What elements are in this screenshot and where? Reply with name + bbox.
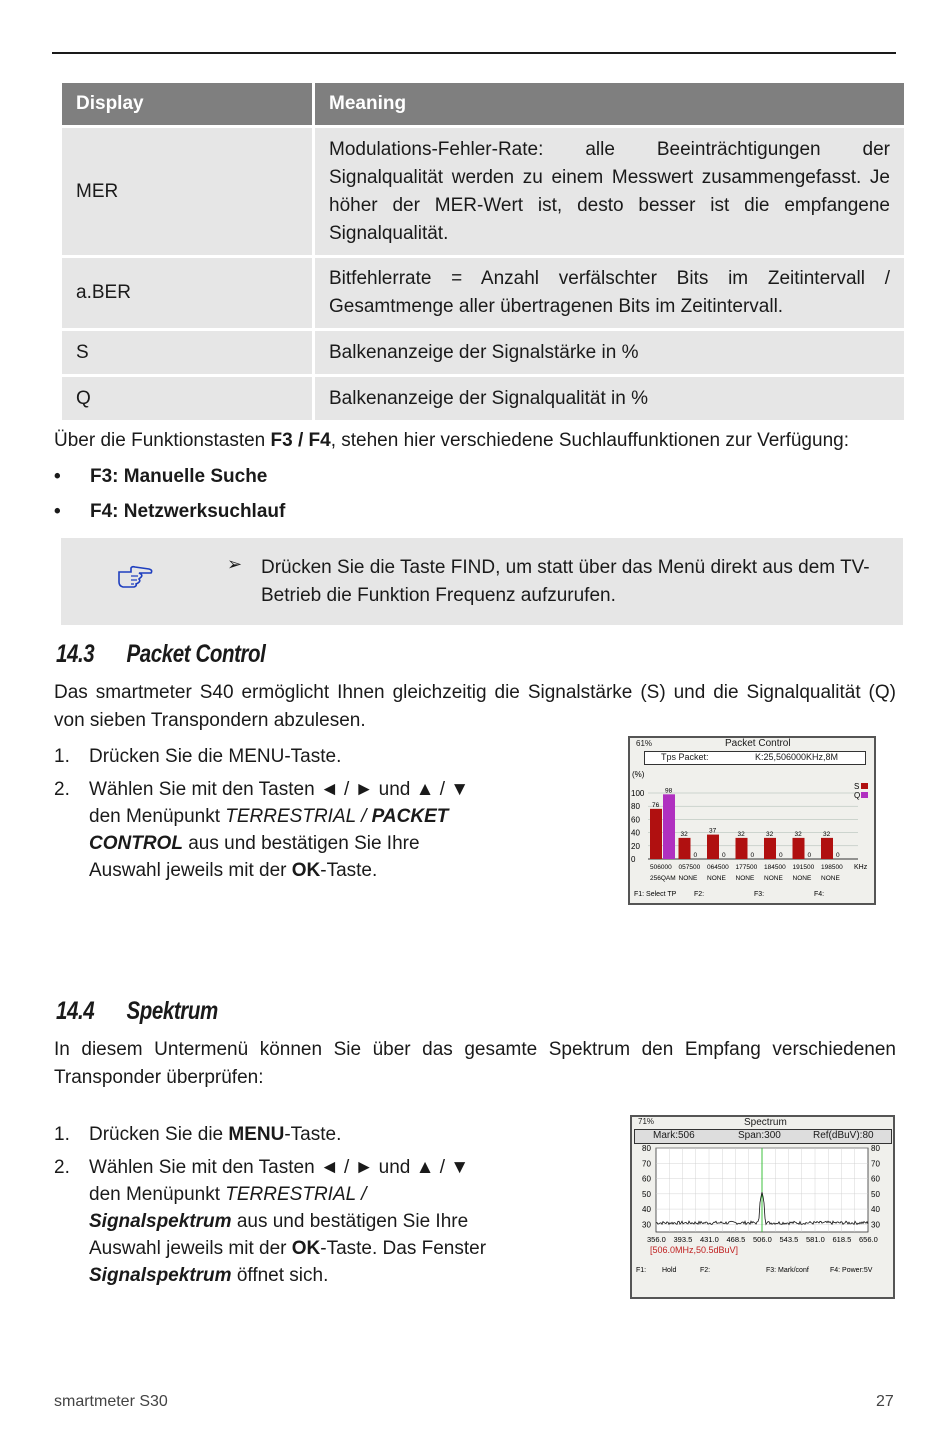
bar-s — [764, 838, 776, 859]
y-tick-label-right: 70 — [871, 1159, 880, 1169]
bar-s — [650, 809, 662, 859]
top-rule — [52, 52, 896, 54]
cell-display: MER — [62, 128, 315, 258]
note-box — [61, 538, 903, 625]
function-key-label: F3: — [754, 891, 765, 898]
span-field: Span:300 — [738, 1130, 781, 1141]
display-meaning-table — [62, 83, 904, 423]
legend-swatch-s — [861, 783, 868, 789]
x-tick-label: 198500 — [821, 864, 843, 871]
screen-title: Spectrum — [744, 1117, 787, 1128]
function-key-label: F4: Power:5V — [830, 1267, 873, 1274]
x-tick-label: 431.0 — [700, 1235, 719, 1244]
x-tick-label: 064500 — [707, 864, 729, 871]
bar-value-label: 32 — [737, 830, 745, 838]
x-tick-label: 656.0 — [859, 1235, 878, 1244]
battery-indicator: 71% — [638, 1117, 655, 1126]
x-tick-label: 618.5 — [832, 1235, 852, 1244]
x-sub-label: NONE — [735, 875, 755, 882]
marker-readout: [506.0MHz,50.5dBuV] — [650, 1245, 739, 1255]
bar-value-label: 0 — [693, 852, 698, 859]
bar-value-label: 0 — [807, 852, 812, 859]
mark-field: Mark:506 — [653, 1130, 695, 1141]
bar-s — [707, 835, 719, 859]
table-row — [62, 331, 904, 377]
section-heading-14-4: 14.4 Spektrum — [56, 997, 218, 1025]
cell-display: Q — [62, 377, 315, 423]
packet-control-screenshot — [628, 736, 876, 905]
x-tick-label: 393.5 — [673, 1235, 693, 1244]
bar-s — [679, 838, 691, 859]
footer-product: smartmeter S30 — [54, 1393, 168, 1410]
bar-value-label: 0 — [722, 852, 726, 859]
x-unit-label: KHz — [854, 864, 868, 871]
bar-value-label: 32 — [794, 830, 802, 838]
cell-meaning: Bitfehlerrate = Anzahl verfälschter Bits im Zeitintervall / Gesamtmenge aller übertragenen Bits im Zeitintervall. — [315, 258, 904, 331]
y-tick-label-left: 40 — [642, 1205, 651, 1215]
y-tick-label: 0 — [631, 855, 636, 864]
spectrum-screenshot — [630, 1115, 895, 1299]
section-14-3-paragraph: Das smartmeter S40 ermöglicht Ihnen gleichzeitig die Signalstärke (S) und die Signalqualität (Q) von sieben Transpondern abzulesen. — [54, 682, 896, 731]
bar-value-label: 0 — [836, 852, 840, 859]
legend-label-s: S — [854, 782, 860, 791]
y-tick-label-right: 50 — [871, 1189, 880, 1199]
table-row — [62, 258, 904, 331]
bar-q — [663, 794, 675, 859]
x-tick-label: 356.0 — [647, 1235, 666, 1244]
function-key-label: F1: — [636, 1267, 647, 1274]
battery-indicator: 61% — [636, 739, 653, 748]
y-tick-label: 60 — [631, 815, 640, 825]
pointing-hand-icon — [117, 562, 157, 588]
y-tick-label-left: 80 — [642, 1144, 651, 1153]
y-tick-label-left: 70 — [642, 1159, 651, 1169]
arrow-bullet-icon: ➢ — [227, 554, 243, 574]
bar-value-label: 32 — [823, 830, 831, 838]
table-row — [62, 128, 904, 258]
y-unit-label: (%) — [632, 770, 645, 779]
function-key-label: F3: Mark/conf — [766, 1267, 809, 1274]
header-meaning: Meaning — [315, 83, 904, 128]
spectrum-header-bar — [634, 1129, 892, 1144]
table-header-row — [62, 83, 904, 128]
x-tick-label: 468.5 — [726, 1235, 746, 1244]
y-tick-label-right: 60 — [871, 1174, 880, 1184]
x-sub-label: NONE — [792, 875, 812, 882]
cell-display: a.BER — [62, 258, 315, 331]
bar-value-label: 37 — [709, 827, 717, 835]
x-tick-label: 506.0 — [753, 1235, 772, 1244]
section-heading-14-3: 14.3 Packet Control — [56, 640, 266, 668]
function-key-label: F4: — [814, 891, 825, 898]
legend-swatch-q — [861, 792, 868, 798]
bar-value-label: 0 — [750, 852, 755, 859]
x-tick-label: 184500 — [764, 864, 786, 871]
x-tick-label: 543.5 — [779, 1235, 799, 1244]
cell-meaning: Balkenanzeige der Signalqualität in % — [315, 377, 904, 423]
cell-meaning: Balkenanzeige der Signalstärke in % — [315, 331, 904, 377]
x-tick-label: 506000 — [650, 864, 672, 871]
y-tick-label-right: 40 — [871, 1205, 880, 1215]
legend-label-q: Q — [854, 791, 861, 800]
x-sub-label: NONE — [707, 875, 726, 882]
y-tick-label: 40 — [631, 828, 640, 838]
tps-label: Tps Packet: — [661, 752, 709, 762]
cell-meaning: Modulations-Fehler-Rate: alle Beeinträchtigungen der Signalqualität werden zu einem Messwert zusammengefasst. Je höher der MER-Wert ist, desto besser ist die empfangene Signalqualität. — [315, 128, 904, 258]
header-display: Display — [62, 83, 315, 128]
function-key-label: F2: — [700, 1267, 711, 1274]
x-sub-label: NONE — [764, 875, 783, 882]
tps-value: K:25,506000KHz,8M — [755, 752, 839, 762]
section-14-4-paragraph: In diesem Untermenü können Sie über das gesamte Spektrum den Empfang verschiedenen Transponder überprüfen: — [54, 1039, 896, 1088]
x-sub-label: NONE — [678, 875, 698, 882]
bar-value-label: 32 — [766, 830, 774, 838]
function-key-label: Hold — [662, 1267, 677, 1274]
bullet-f3: • F3: Manuelle Suche — [54, 466, 268, 487]
x-tick-label: 057500 — [678, 864, 701, 871]
packet-bar-chart — [630, 765, 874, 905]
page-number: 27 — [876, 1393, 894, 1410]
function-key-label: F2: — [694, 891, 705, 898]
note-text: Drücken Sie die Taste FIND, um statt über das Menü direkt aus dem TV-Betrieb die Funktion Frequenz aufzurufen. — [261, 557, 870, 606]
function-keys-intro: Über die Funktionstasten F3 / F4, stehen hier verschiedene Suchlauffunktionen zur Verfügung: — [54, 430, 849, 451]
x-tick-label: 177500 — [735, 864, 758, 871]
tps-packet-field — [644, 751, 866, 765]
cell-display: S — [62, 331, 315, 377]
y-tick-label-left: 60 — [642, 1174, 651, 1184]
y-tick-label-left: 50 — [642, 1189, 651, 1199]
bar-value-label: 98 — [665, 787, 673, 795]
screen-title: Packet Control — [725, 738, 791, 749]
bar-value-label: 32 — [680, 830, 688, 838]
x-tick-label: 191500 — [792, 864, 815, 871]
bar-s — [821, 838, 833, 859]
bullet-f4: • F4: Netzwerksuchlauf — [54, 501, 286, 522]
y-tick-label: 100 — [631, 789, 645, 798]
bar-s — [736, 838, 748, 859]
bar-value-label: 76 — [652, 801, 660, 809]
bar-value-label: 0 — [779, 852, 783, 859]
y-tick-label-right: 30 — [871, 1220, 880, 1230]
spectrum-plot — [632, 1144, 893, 1296]
bar-s — [793, 838, 805, 859]
x-sub-label: 256QAM — [650, 875, 676, 882]
x-tick-label: 581.0 — [806, 1235, 825, 1244]
x-sub-label: NONE — [821, 875, 840, 882]
ref-field: Ref(dBuV):80 — [813, 1130, 874, 1141]
function-key-label: F1: Select TP — [634, 891, 677, 898]
y-tick-label-left: 30 — [642, 1220, 651, 1230]
table-row — [62, 377, 904, 423]
y-tick-label-right: 80 — [871, 1144, 880, 1153]
y-tick-label: 80 — [631, 802, 640, 812]
y-tick-label: 20 — [631, 841, 640, 851]
